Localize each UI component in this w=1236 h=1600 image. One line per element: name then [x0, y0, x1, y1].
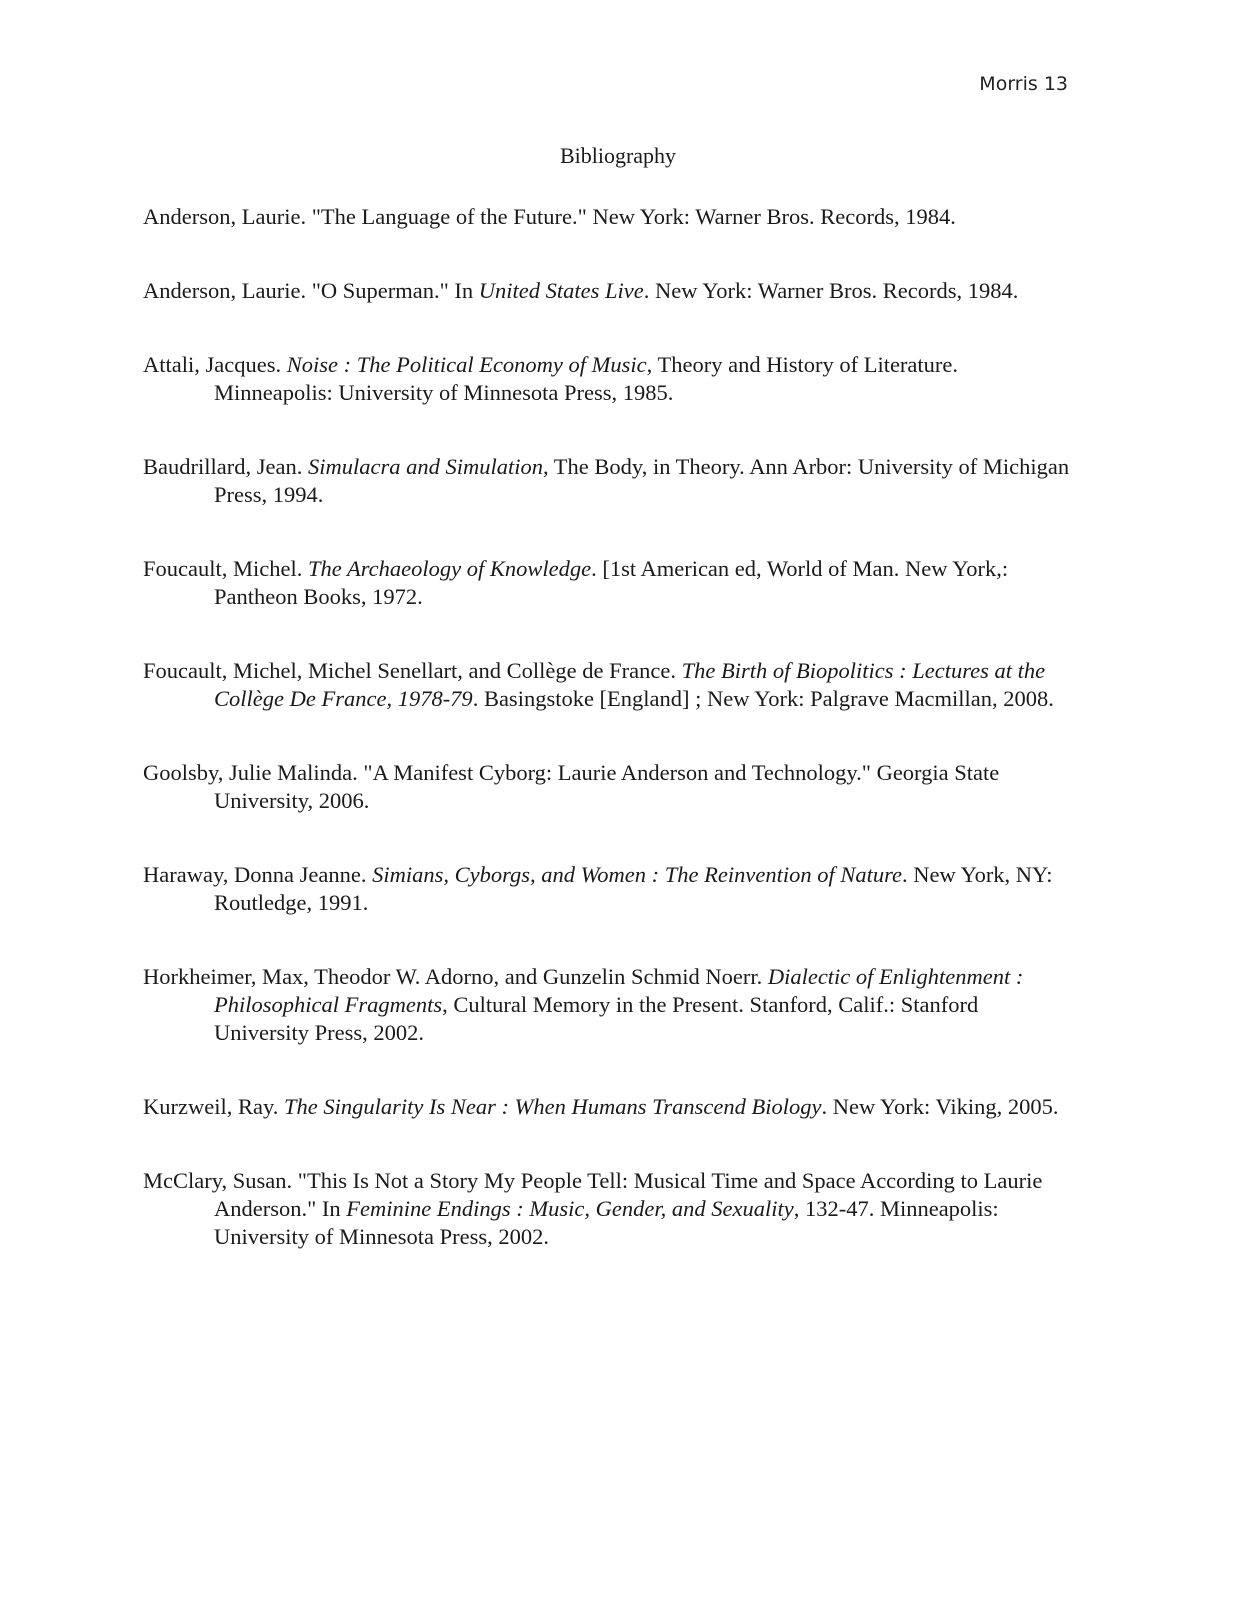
- entry-text: . New York, NY: Routledge, 1991.: [214, 862, 1053, 915]
- entry-title-italic: The Singularity Is Near : When Humans Transcend Biology: [284, 1094, 822, 1119]
- entry-text: . Basingstoke [England] ; New York: Palgrave Macmillan, 2008.: [472, 686, 1054, 711]
- entry-title-italic: Simians, Cyborgs, and Women : The Reinvention of Nature: [372, 862, 903, 887]
- entry-text: . New York: Viking, 2005.: [821, 1094, 1059, 1119]
- entry-text: , 132-47. Minneapolis: University of Minnesota Press, 2002.: [214, 1196, 999, 1249]
- bibliography-entry: [143, 351, 1073, 407]
- entry-text: . [1st American ed, World of Man. New York,: Pantheon Books, 1972.: [214, 556, 1009, 609]
- entry-text: Anderson, Laurie. "O Superman." In: [143, 278, 479, 303]
- entry-text: Baudrillard, Jean.: [143, 454, 308, 479]
- bibliography-entry: [143, 555, 1073, 611]
- page-title: Bibliography: [559, 143, 677, 168]
- entry-text: Horkheimer, Max, Theodor W. Adorno, and Gunzelin Schmid Noerr.: [143, 964, 768, 989]
- bibliography-entry: [143, 203, 1073, 231]
- entry-text: , Theory and History of Literature. Minneapolis: University of Minnesota Press, 1985.: [214, 352, 959, 405]
- entry-title-italic: Noise : The Political Economy of Music: [286, 352, 647, 377]
- bibliography-entry: [143, 453, 1073, 509]
- entry-text: , Cultural Memory in the Present. Stanford, Calif.: Stanford University Press, 2002.: [214, 992, 979, 1045]
- bibliography-entry: [143, 277, 1073, 305]
- entry-title-italic: United States Live: [478, 278, 644, 303]
- bibliography-entry: [143, 1167, 1073, 1251]
- bibliography-entry: [143, 657, 1073, 713]
- entry-text: . New York: Warner Bros. Records, 1984.: [643, 278, 1019, 303]
- bibliography-entry: [143, 1093, 1073, 1121]
- entry-text: Haraway, Donna Jeanne.: [143, 862, 373, 887]
- entry-text: McClary, Susan. "This Is Not a Story My People Tell: Musical Time and Space According to Laurie Anderson." In: [143, 1168, 1043, 1221]
- entry-text: , The Body, in Theory. Ann Arbor: University of Michigan Press, 1994.: [214, 454, 1070, 507]
- bibliography-entry: [143, 963, 1073, 1047]
- entry-title-italic: Feminine Endings : Music, Gender, and Sexuality: [346, 1196, 794, 1221]
- entry-text: Kurzweil, Ray.: [143, 1094, 284, 1119]
- entry-title-italic: The Birth of Biopolitics : Lectures at the Collège De France, 1978-79: [214, 658, 1046, 711]
- entry-text: Goolsby, Julie Malinda. "A Manifest Cyborg: Laurie Anderson and Technology." Georgia State University, 2006.: [143, 760, 1000, 813]
- entry-title-italic: Dialectic of Enlightenment : Philosophical Fragments: [214, 964, 1024, 1017]
- entry-text: Foucault, Michel, Michel Senellart, and Collège de France.: [143, 658, 682, 683]
- entry-text: Anderson, Laurie. "The Language of the Future." New York: Warner Bros. Records, 1984.: [143, 204, 956, 229]
- bibliography-entry: [143, 861, 1073, 917]
- entry-title-italic: Simulacra and Simulation: [307, 454, 543, 479]
- running-head: Morris 13: [979, 73, 1068, 95]
- entry-title-italic: The Archaeology of Knowledge: [307, 556, 592, 581]
- entry-text: Foucault, Michel.: [143, 556, 308, 581]
- bibliography-list: [143, 203, 1073, 1297]
- bibliography-entry: [143, 759, 1073, 815]
- entry-text: Attali, Jacques.: [143, 352, 287, 377]
